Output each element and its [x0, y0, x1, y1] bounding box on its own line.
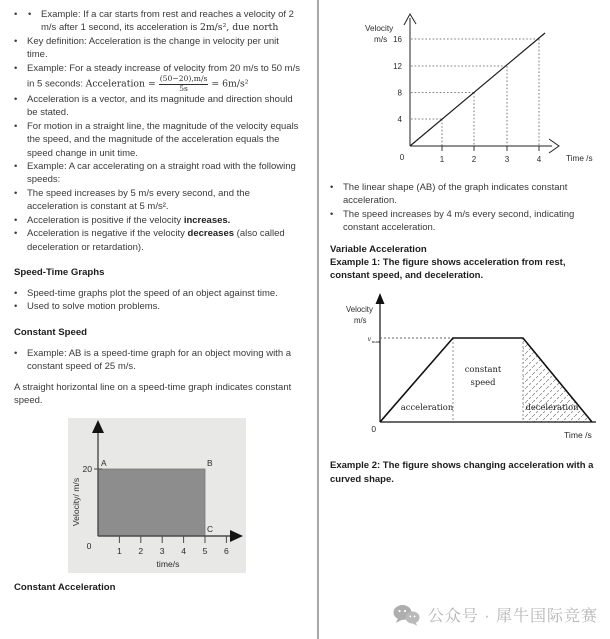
x-tick-label: 2: [138, 546, 144, 557]
shaded-area: [98, 469, 205, 536]
region-label-acceleration: acceleration: [400, 402, 454, 413]
y-tick-label: 8: [397, 88, 402, 98]
y-axis-arrow-icon: [376, 293, 385, 304]
linear-graph-bullet-list: [330, 181, 606, 235]
variable-acceleration-graph: [330, 290, 606, 453]
list-item: • The speed increases by 4 m/s every second, indicating constant acceleration.: [330, 208, 606, 235]
ymax-subscript: max: [372, 339, 381, 345]
y-axis-label: Velocity: [365, 24, 394, 33]
x-tick-label: 1: [439, 155, 445, 164]
list-item: • Example: A car accelerating on a straight road with the following speeds:: [14, 160, 302, 187]
y-tick-label: 20: [82, 464, 92, 475]
wechat-icon: [393, 604, 420, 626]
y-tick-label: 12: [393, 62, 402, 71]
heading-variable-acceleration: Variable Acceleration: [330, 243, 427, 255]
heading-constant-acceleration: Constant Acceleration: [14, 582, 116, 594]
y-axis-label: Velocity: [346, 305, 373, 315]
list-item: • Example: AB is a speed-time graph for an object moving with a constant speed of 25 m/s.: [14, 347, 302, 374]
x-axis-label: time/s: [156, 559, 180, 570]
origin-label: 0: [399, 153, 405, 162]
column-divider: [317, 0, 319, 639]
region-label-speed: speed: [470, 377, 496, 388]
list-item: • Acceleration is positive if the velocity increases.: [14, 214, 302, 227]
x-axis-label: Time /s: [564, 430, 592, 441]
list-item: • Used to solve motion problems.: [14, 300, 302, 313]
data-line: [410, 33, 545, 146]
formula-result: 6m/s²: [222, 78, 249, 90]
list-item: • Acceleration is a vector, and its magnitude and direction should be stated.: [14, 93, 302, 120]
y-axis-label: m/s: [374, 35, 388, 44]
fraction: $\frac{(50-20),m/s}{5s}$: [159, 74, 208, 93]
point-label-C: C: [207, 524, 214, 535]
x-tick-label: 3: [504, 155, 510, 164]
watermark-text: 公众号 · 犀牛国际竞赛: [427, 608, 598, 625]
x-tick-label: 2: [471, 155, 477, 164]
constant-speed-bullet-list: [14, 347, 302, 374]
y-axis-label: Velocity/ m/s: [71, 478, 81, 527]
list-item: • Example: For a steady increase of velocity from 20 m/s to 50 m/s in 5 seconds: Acceleration = $\frac{(50-20),m/s}{5s}$ = 6m/s²: [14, 62, 302, 93]
point-label-B: B: [207, 458, 213, 469]
constant-acceleration-graph: [352, 6, 606, 173]
y-tick-label: 4: [397, 115, 402, 124]
list-item: • The speed increases by 5 m/s every second, and the acceleration is constant at 5 m/s².: [14, 187, 302, 214]
y-tick-label: 16: [393, 35, 402, 44]
formula: Acceleration =: [85, 78, 159, 90]
variable-acceleration-graph-svg: [330, 290, 602, 450]
speed-time-bullet-list: [14, 287, 302, 314]
left-column: [14, 8, 302, 594]
origin-label: 0: [86, 541, 92, 552]
x-tick-label: 6: [224, 546, 229, 557]
acceleration-bullet-list: [14, 8, 302, 254]
list-item: • Example: If a car starts from rest and reaches a velocity of 2 m/s after 1 second, its acceleration is 2m/s², due north •: [14, 8, 302, 35]
constant-speed-graph-svg: [68, 418, 246, 573]
x-tick-label: 3: [159, 546, 165, 557]
y-axis-label: m/s: [354, 316, 367, 326]
x-tick-label: 1: [117, 546, 122, 557]
watermark: [393, 603, 598, 626]
region-label-deceleration: deceleration: [525, 402, 579, 413]
list-item: • The linear shape (AB) of the graph indicates constant acceleration.: [330, 181, 606, 208]
x-tick-label: 4: [181, 546, 186, 557]
x-axis-label: Time /s: [566, 154, 593, 163]
example1-text: Example 1: The figure shows acceleration from rest, constant speed, and deceleration.: [330, 256, 566, 282]
constant-acceleration-graph-svg: [352, 6, 604, 170]
x-tick-label: 5: [202, 546, 208, 557]
constant-speed-note: A straight horizontal line on a speed-time graph indicates constant speed.: [14, 381, 292, 406]
ymax-label: v: [367, 336, 371, 344]
point-label-A: A: [101, 458, 107, 469]
region-label-constant: constant: [464, 364, 502, 375]
example2-text: Example 2: The figure shows changing acceleration with a curved shape.: [330, 460, 594, 485]
list-item: • For motion in a straight line, the magnitude of the velocity equals the speed, and the magnitude of the acceleration equals the speed change in unit time.: [14, 120, 302, 160]
heading-constant-speed: Constant Speed: [14, 326, 88, 338]
formula: 2m/s², due north: [199, 22, 279, 34]
x-tick-label: 4: [536, 155, 542, 164]
list-item: • Key definition: Acceleration is the change in velocity per unit time.: [14, 35, 302, 62]
constant-speed-graph: [68, 418, 246, 573]
right-column: [330, 0, 606, 486]
origin-label: 0: [371, 424, 376, 435]
list-item: • Speed-time graphs plot the speed of an object against time.: [14, 287, 302, 300]
heading-speed-time-graphs: Speed-Time Graphs: [14, 266, 105, 278]
list-item: • Acceleration is negative if the velocity decreases (also called deceleration or retardation).: [14, 227, 302, 254]
